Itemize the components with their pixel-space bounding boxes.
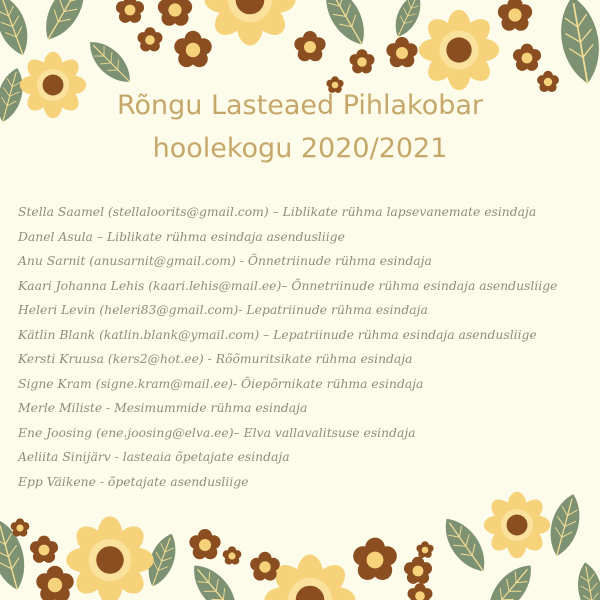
member-entry: Danel Asula – Liblikate rühma esindaja asendusliige [18,228,345,244]
member-entry: Stella Saamel (stellaloorits@gmail.com) – Liblikate rühma lapsevanemate esindaja [18,204,537,219]
member-entry: Anu Sarnit (anusarnit@gmail.com) - Õnnetriinude rühma esindaja [18,253,432,268]
member-entry: Epp Väikene - õpetajate asendusliige [18,473,249,489]
title-line-1: Rõngu Lasteaed Pihlakobar [116,90,484,121]
bottom-border-decoration [0,491,600,600]
member-entry: Ene Joosing (ene.joosing@elva.ee)– Elva vallavalitsuse esindaja [18,424,416,440]
member-entry: Kätlin Blank (katlin.blank@ymail.com) – Lepatriinude rühma esindaja asendusliige [18,326,537,342]
member-list [18,200,598,494]
member-entry: Merle Miliste - Mesimummide rühma esindaja [18,400,308,415]
title-line-2: hoolekogu 2020/2021 [152,133,448,164]
member-entry: Kaari Johanna Lehis (kaari.lehis@mail.ee)– Õnnetriinude rühma esindaja asendusliige [18,277,558,293]
member-entry: Kersti Kruusa (kers2@hot.ee) - Rõõmuritsikate rühma esindaja [18,351,413,366]
member-entry: Heleri Levin (heleri83@gmail.com)- Lepatriinude rühma esindaja [18,302,428,317]
member-entry: Aeliita Sinijärv - lasteaia õpetajate esindaja [18,449,290,464]
member-entry: Signe Kram (signe.kram@mail.ee)- Õiepõrnikate rühma esindaja [18,375,424,391]
